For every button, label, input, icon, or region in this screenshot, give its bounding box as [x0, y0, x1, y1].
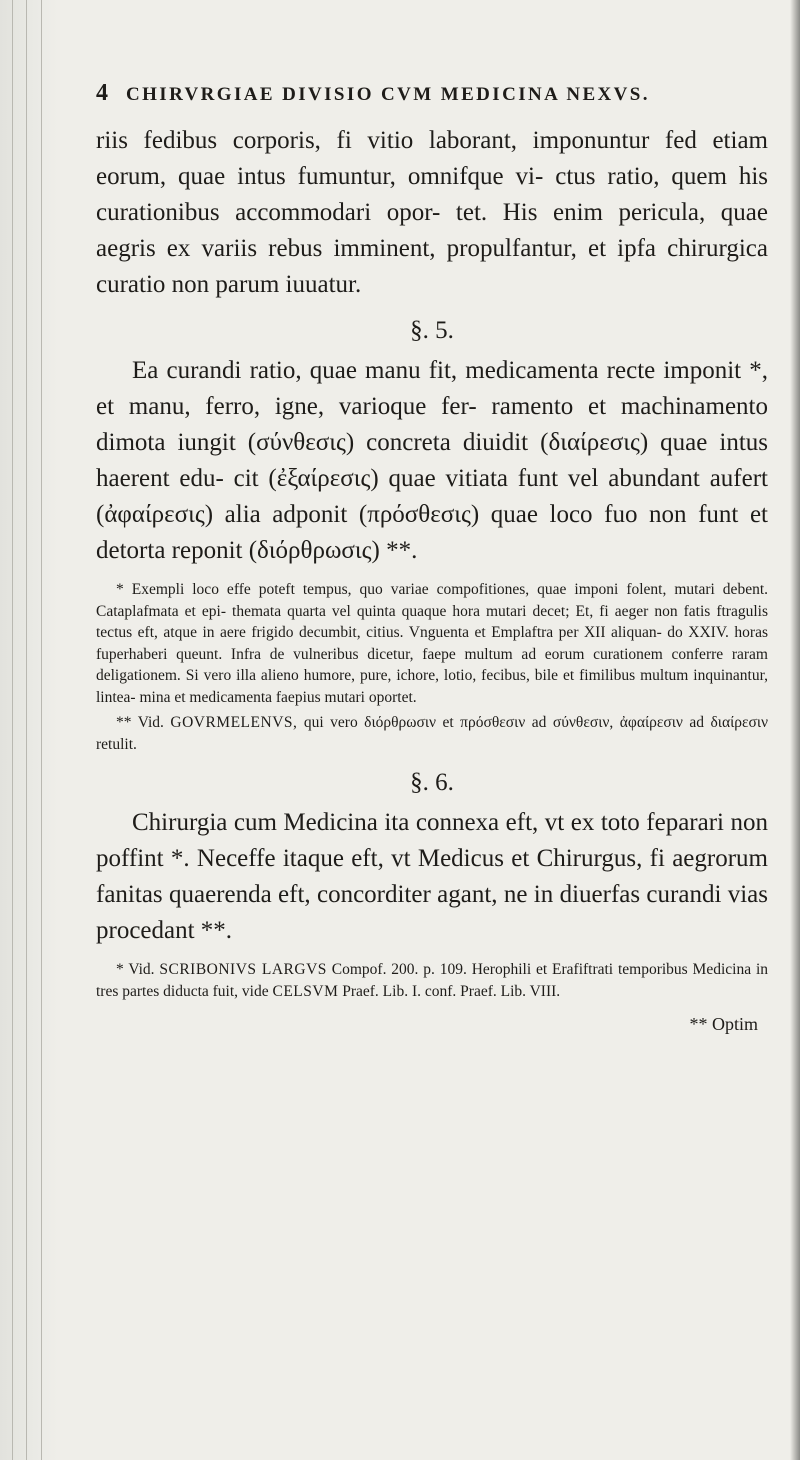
footnote-5-2-prefix: ** Vid. [116, 714, 164, 731]
footnote-6-1-end: Praef. Lib. I. conf. Praef. Lib. VIII. [342, 982, 561, 1000]
section-5-mark: §. 5. [410, 317, 454, 344]
footnote-6-1-rest: Compof. 200. p. 109. Herophili et Erafiftrati temporibus Medicina in tres partes diducta fuit, vide [96, 961, 769, 1000]
running-title: CHIRVRGIAE DIVISIO CVM MEDICINA NEXVS. [126, 84, 650, 105]
running-head [96, 80, 768, 107]
page-edge-shadow [790, 0, 800, 1460]
footnote-6-1-prefix: * Vid. [116, 961, 155, 978]
footnote-5-1: * Exempli loco effe poteft tempus, quo variae compofitiones, quae imponi folent, mutari debent. Cataplafmata et epi- themata quarta vel quinta quaque hora mutari decet; Et, fi aeger non fatis ftragulis tectus eft, atque in aere frigido decumbit, citius. Vnguenta et Emplaftra per XII aliquan- do XXIV. horas fuperhaberi queunt. Infra de vulneribus dicetur, faepe multum ad eorum curationem conferre raram deligationem. Si vero illa alieno humore, pure, ichore, lotio, fecibus, bile et fimilibus multum inquinantur, lintea- mina et medicamenta faepius mutari oportet. [96, 581, 768, 706]
footnote-5-2 [96, 712, 768, 755]
section-6-footnotes [96, 959, 768, 1002]
intro-paragraph: riis fedibus corporis, fi vitio laborant, imponuntur fed etiam eorum, quae intus fumuntur, omnifque vi- ctus ratio, quem his curationibus accommodari opor- tet. His enim pericula, quae aegris ex variis rebus imminent, propulfantur, et ipfa chirurgica curatio non parum iuuatur. [96, 127, 768, 298]
gutter-line [26, 0, 27, 1460]
footnote-6-1-author: SCRIBONIVS LARGVS [159, 961, 327, 978]
section-5-footnotes [96, 579, 768, 755]
catchword: ** Optim [689, 1014, 758, 1034]
footnote-5-2-rest: qui vero διόρθρωσιν et πρόσθεσιν ad σύνθεσιν, ἀφαίρεσιν ad διαίρεσιν retulit. [96, 714, 769, 753]
footnote-6-1 [96, 959, 768, 1002]
page-number: 4 [96, 80, 108, 106]
binding-gutter [0, 0, 58, 1460]
section-5-text: Ea curandi ratio, quae manu fit, medicamenta recte imponit *, et manu, ferro, igne, varioque fer- ramento et machinamento dimota iungit (σύνθεσις) concreta diuidit (διαίρεσις) quae intus haerent edu- cit (ἐξαίρεσις) quae vitiata funt vel abundant aufert (ἀφαίρεσις) alia adponit (πρόσθεσις) quae loco fuo non funt et detorta reponit (διόρθρωσις) **. [96, 357, 768, 564]
footnote-6-1-author2: CELSVM [272, 982, 339, 1000]
gutter-line [41, 0, 42, 1460]
book-page [96, 58, 768, 1035]
section-6-mark: §. 6. [410, 769, 454, 796]
footnote-5-2-author: GOVRMELENVS, [170, 714, 298, 731]
gutter-line [12, 0, 13, 1460]
section-6-text: Chirurgia cum Medicina ita connexa eft, vt ex toto feparari non poffint *. Neceffe itaque eft, vt Medicus et Chirurgus, fi aegrorum fanitas quaerenda eft, concorditer agant, ne in diuerfas curandi vias procedant **. [96, 809, 768, 944]
